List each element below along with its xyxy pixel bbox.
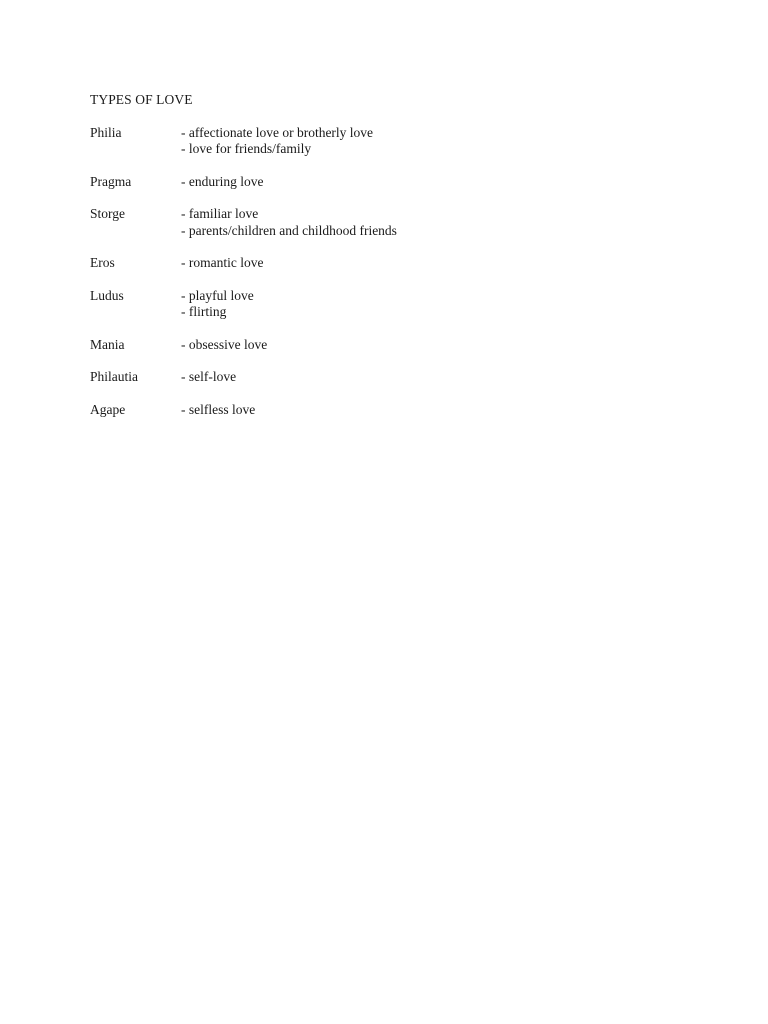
love-type-definitions [181,174,690,191]
love-type-entry-agape [90,402,690,419]
love-type-term: Philia [90,124,122,140]
love-type-definitions [181,206,690,239]
love-type-definition: - romantic love [181,255,264,270]
love-type-definitions [181,125,690,158]
love-type-definition: - flirting [181,304,227,319]
love-type-definition: - affectionate love or brotherly love [181,124,374,140]
love-type-definitions [181,369,690,386]
love-type-definition: - obsessive love [181,336,268,352]
love-type-term: Agape [90,401,126,417]
love-type-definition: - enduring love [181,173,264,189]
love-type-definitions [181,255,690,272]
love-type-definition: - playful love [181,287,254,303]
love-type-entry-storge [90,206,690,239]
love-type-entry-philautia [90,369,690,386]
love-type-entry-philia [90,125,690,158]
love-type-definition: - love for friends/family [181,141,312,156]
love-type-entry-mania [90,337,690,354]
love-type-term: Storge [90,206,126,221]
love-type-definitions [181,337,690,354]
love-type-definitions [181,402,690,419]
love-type-term: Eros [90,255,115,270]
love-type-definition: - self-love [181,369,237,384]
love-type-term: Ludus [90,287,124,303]
love-type-term: Philautia [90,369,138,384]
love-type-definitions [181,288,690,321]
document-title: TYPES OF LOVE [90,92,193,107]
document-page [90,92,690,434]
love-type-definition: - parents/children and childhood friends [181,222,397,238]
love-type-entry-eros [90,255,690,272]
love-type-term: Pragma [90,173,132,189]
love-type-term: Mania [90,336,125,352]
love-type-definition: - selfless love [181,401,256,417]
love-type-entry-ludus [90,288,690,321]
love-type-definition: - familiar love [181,206,259,221]
love-type-entry-pragma [90,174,690,191]
